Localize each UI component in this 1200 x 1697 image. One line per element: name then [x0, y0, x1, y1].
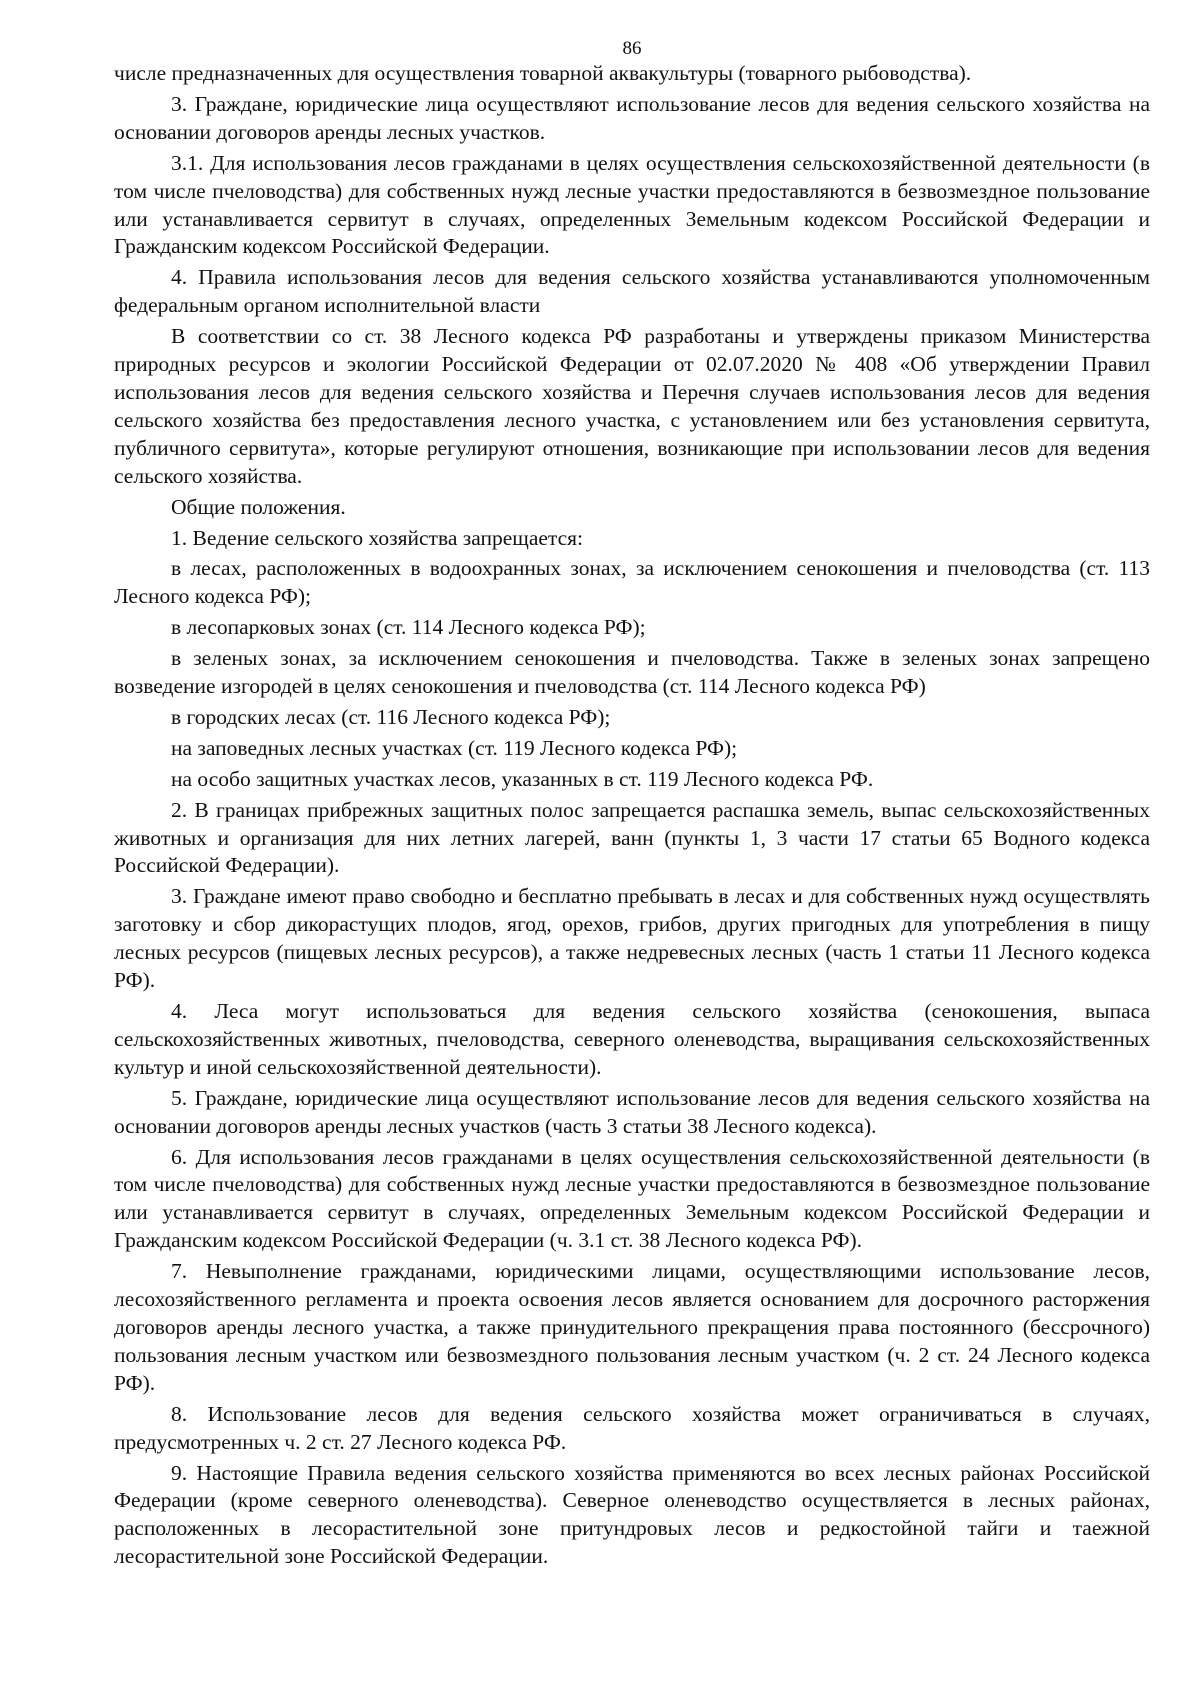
- page-number: 86: [622, 38, 642, 59]
- document-page: [114, 38, 1150, 1571]
- paragraph: в лесах, расположенных в водоохранных зонах, за исключением сенокошения и пчеловодства (ст. 113 Лесного кодекса РФ);: [114, 556, 1150, 609]
- paragraph: В соответствии со ст. 38 Лесного кодекса РФ разработаны и утверждены приказом Министерства природных ресурсов и экологии Российской Федерации от 02.07.2020 № 408 «Об утверждении Правил использования лесов для ведения сельского хозяйства и Перечня случаев использования лесов для ведения сельского хозяйства без предоставления лесного участка, с установлением или без установления сервитута, публичного сервитута», которые регулируют отношения, возникающие при использовании лесов для ведения сельского хозяйства.: [114, 324, 1150, 488]
- paragraph: 2. В границах прибрежных защитных полос запрещается распашка земель, выпас сельскохозяйственных животных и организация для них летних лагерей, ванн (пункты 1, 3 части 17 статьи 65 Водного кодекса Российской Федерации).: [114, 797, 1150, 878]
- paragraph: 8. Использование лесов для ведения сельского хозяйства может ограничиваться в случаях, предусмотренных ч. 2 ст. 27 Лесного кодекса РФ.: [114, 1401, 1150, 1454]
- paragraph: в лесопарковых зонах (ст. 114 Лесного кодекса РФ);: [171, 615, 646, 640]
- paragraph: 4. Леса могут использоваться для ведения сельского хозяйства (сенокошения, выпаса сельскохозяйственных животных, пчеловодства, северного оленеводства, выращивания сельскохозяйственных культур и иной сельскохозяйственной деятельности).: [114, 999, 1150, 1079]
- paragraph: 7. Невыполнение гражданами, юридическими лицами, осуществляющими использование лесов, лесохозяйственного регламента и проекта освоения лесов является основанием для досрочного расторжения договоров аренды лесного участка, а также принудительного прекращения права постоянного (бессрочного) пользования лесным участком или безвозмездного пользования лесным участком (ч. 2 ст. 24 Лесного кодекса РФ).: [114, 1259, 1150, 1395]
- paragraph: 4. Правила использования лесов для ведения сельского хозяйства устанавливаются уполномоченным федеральным органом исполнительной власти: [114, 265, 1150, 318]
- document-body: [114, 60, 1150, 1571]
- paragraph: 3. Граждане, юридические лица осуществляют использование лесов для ведения сельского хозяйства на основании договоров аренды лесных участков.: [114, 91, 1150, 144]
- paragraph: 3.1. Для использования лесов гражданами в целях осуществления сельскохозяйственной деятельности (в том числе пчеловодства) для собственных нужд лесные участки предоставляются в безвозмездное пользование или устанавливается сервитут в случаях, определенных Земельным кодексом Российской Федерации и Гражданским кодексом Российской Федерации.: [114, 150, 1150, 259]
- paragraph: 3. Граждане имеют право свободно и бесплатно пребывать в лесах и для собственных нужд осуществлять заготовку и сбор дикорастущих плодов, ягод, орехов, грибов, других пригодных для употребления в пищу лесных ресурсов (пищевых лесных ресурсов), а также недревесных лесных (часть 1 статьи 11 Лесного кодекса РФ).: [114, 884, 1150, 993]
- paragraph: в городских лесах (ст. 116 Лесного кодекса РФ);: [171, 704, 611, 729]
- paragraph: 5. Граждане, юридические лица осуществляют использование лесов для ведения сельского хозяйства на основании договоров аренды лесных участков (часть 3 статьи 38 Лесного кодекса).: [114, 1085, 1150, 1138]
- paragraph: на особо защитных участках лесов, указанных в ст. 119 Лесного кодекса РФ.: [171, 766, 874, 791]
- paragraph: 1. Ведение сельского хозяйства запрещается:: [171, 525, 583, 550]
- paragraph: в зеленых зонах, за исключением сенокошения и пчеловодства. Также в зеленых зонах запрещено возведение изгородей в целях сенокошения и пчеловодства (ст. 114 Лесного кодекса РФ): [114, 646, 1150, 699]
- paragraph: Общие положения.: [171, 494, 346, 519]
- paragraph: на заповедных лесных участках (ст. 119 Лесного кодекса РФ);: [171, 735, 738, 760]
- paragraph: числе предназначенных для осуществления товарной аквакультуры (товарного рыбоводства).: [114, 61, 972, 85]
- paragraph: 6. Для использования лесов гражданами в целях осуществления сельскохозяйственной деятельности (в том числе пчеловодства) для собственных нужд лесные участки предоставляются в безвозмездное пользование или устанавливается сервитут в случаях, определенных Земельным кодексом Российской Федерации и Гражданским кодексом Российской Федерации (ч. 3.1 ст. 38 Лесного кодекса РФ).: [114, 1144, 1150, 1253]
- paragraph: 9. Настоящие Правила ведения сельского хозяйства применяются во всех лесных районах Российской Федерации (кроме северного оленеводства). Северное оленеводство осуществляется в лесных районах, расположенных в лесорастительной зоне притундровых лесов и редкостойной тайги и таежной лесорастительной зоне Российской Федерации.: [114, 1460, 1150, 1569]
